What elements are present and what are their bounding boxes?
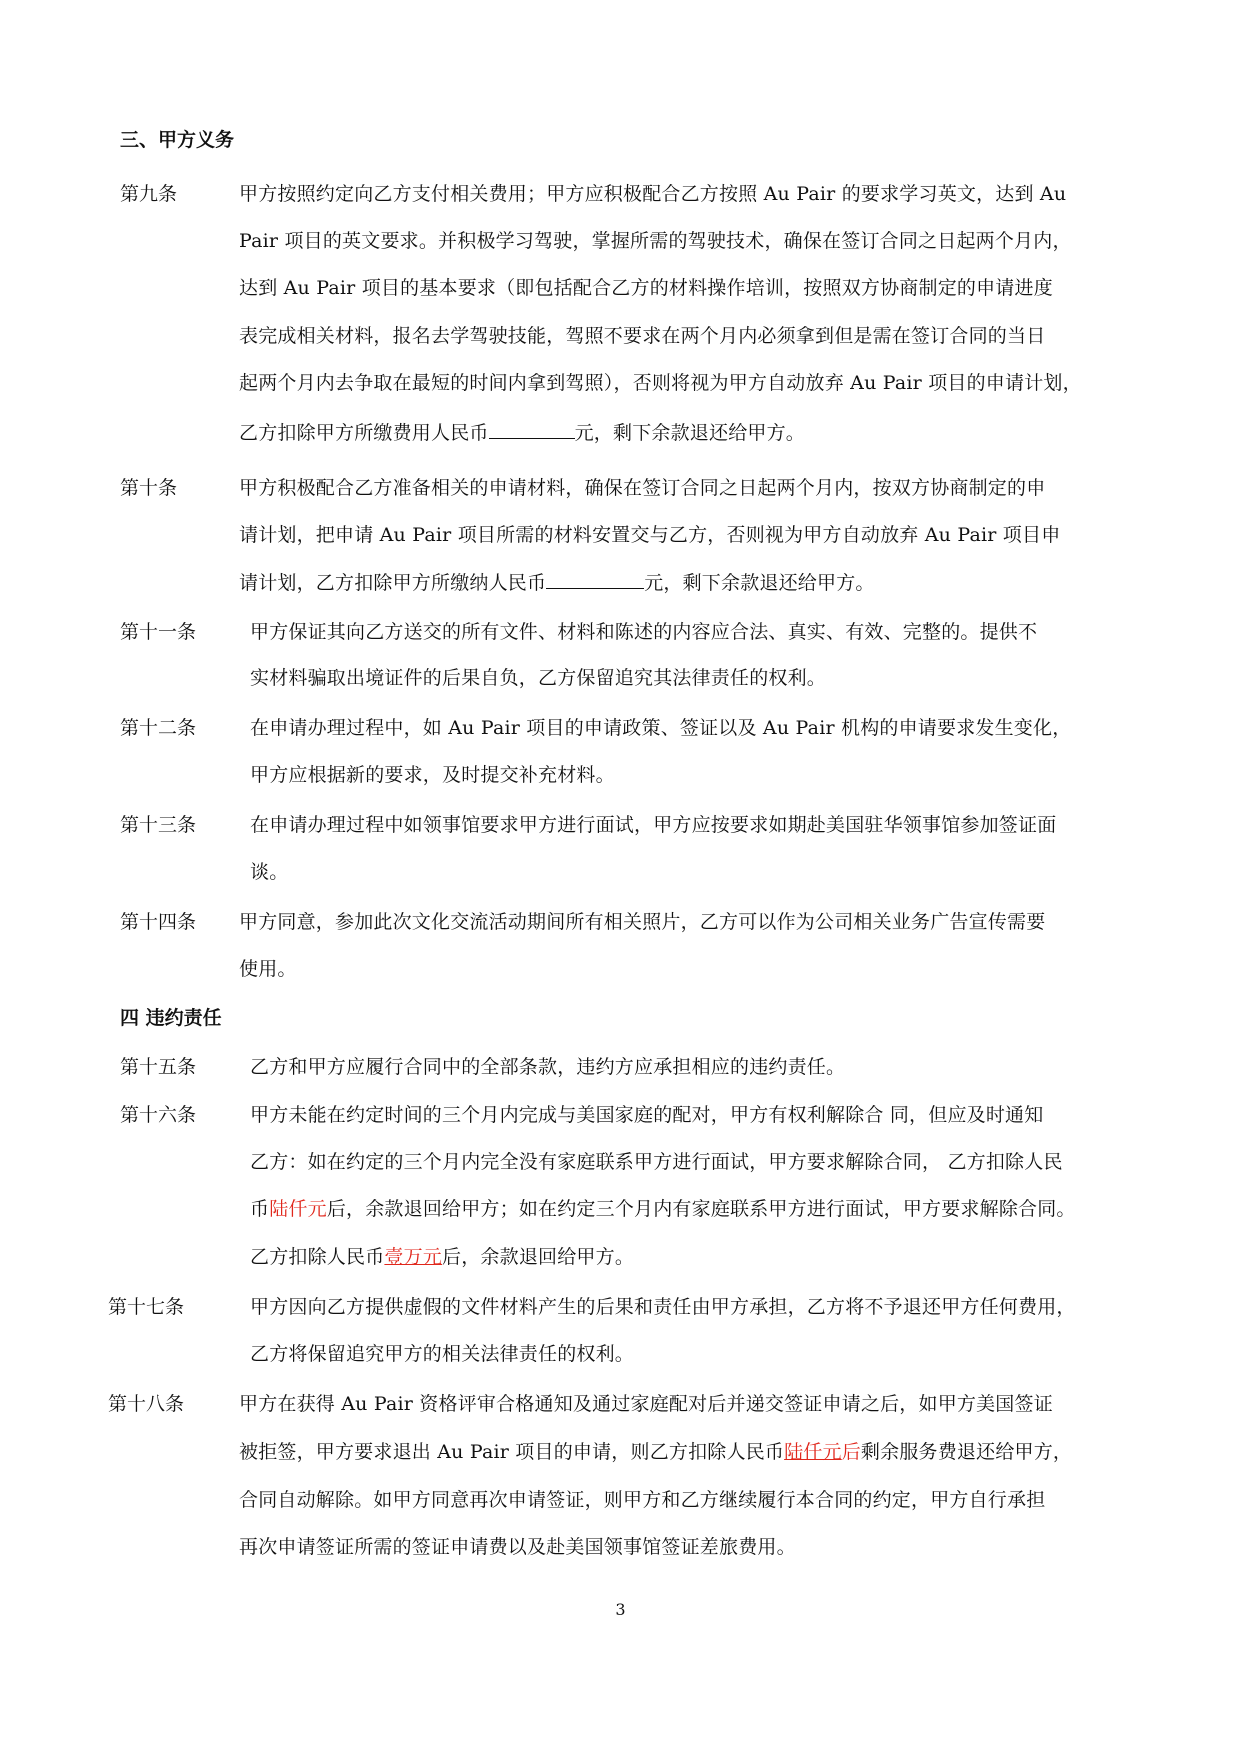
article-16-line-2: 乙方：如在约定的三个月内完全没有家庭联系甲方进行面试，甲方要求解除合同， 乙方扣除人民 — [250, 1151, 1063, 1173]
article-12-line-2: 甲方应根据新的要求，及时提交补充材料。 — [250, 764, 615, 786]
article-14-label: 第十四条 — [120, 911, 197, 933]
article-10-line-3-a: 请计划，乙方扣除甲方所缴纳人民币 — [239, 572, 547, 594]
article-10-line-2: 请计划，把申请 Au Pair 项目所需的材料安置交与乙方，否则视为甲方自动放弃 Au Pair 项目申 — [239, 524, 1061, 546]
article-13-line-1: 在申请办理过程中如领事馆要求甲方进行面试，甲方应按要求如期赴美国驻华领事馆参加签证面 — [250, 814, 1057, 836]
article-16-line-4-b: 后，余款退回给甲方。 — [442, 1246, 635, 1268]
article-17-line-1: 甲方因向乙方提供虚假的文件材料产生的后果和责任由甲方承担，乙方将不予退还甲方任何费用， — [250, 1296, 1076, 1318]
article-9-line-6-b: 元，剩下余款退还给甲方。 — [574, 422, 806, 444]
article-18-line-2-a: 被拒签，甲方要求退出 Au Pair 项目的申请，则乙方扣除人民币 — [239, 1441, 785, 1463]
article-18-label: 第十八条 — [108, 1393, 185, 1415]
article-9-line-4: 表完成相关材料，报名去学驾驶技能，驾照不要求在两个月内必须拿到但是需在签订合同的当日 — [239, 325, 1046, 347]
article-12-line-1: 在申请办理过程中，如 Au Pair 项目的申请政策、签证以及 Au Pair 机构的申请要求发生变化， — [250, 717, 1072, 739]
page-number: 3 — [615, 1600, 626, 1619]
article-16-line-4 — [250, 1245, 634, 1269]
article-11-line-2: 实材料骗取出境证件的后果自负，乙方保留追究其法律责任的权利。 — [250, 667, 827, 689]
article-18-line-4: 再次申请签证所需的签证申请费以及赴美国领事馆签证差旅费用。 — [239, 1536, 796, 1558]
amount-10000-red: 壹万元 — [384, 1246, 443, 1268]
article-10-line-3-b: 元，剩下余款退还给甲方。 — [644, 572, 875, 594]
article-12-label: 第十二条 — [120, 717, 197, 739]
article-16-line-3 — [250, 1197, 1076, 1221]
article-18-line-2 — [239, 1440, 1072, 1464]
article-9-line-1: 甲方按照约定向乙方支付相关费用；甲方应积极配合乙方按照 Au Pair 的要求学习英文，达到 Au — [239, 183, 1067, 205]
article-14-line-1: 甲方同意，参加此次文化交流活动期间所有相关照片，乙方可以作为公司相关业务广告宣传需要 — [239, 911, 1046, 933]
article-16-line-3-b: 后，余款退回给甲方；如在约定三个月内有家庭联系甲方进行面试，甲方要求解除合同。 — [326, 1198, 1076, 1220]
section-heading-obligations: 三、甲方义务 — [120, 129, 235, 151]
article-16-label: 第十六条 — [120, 1104, 197, 1126]
article-16-line-4-a: 乙方扣除人民币 — [250, 1246, 385, 1268]
article-17-line-2: 乙方将保留追究甲方的相关法律责任的权利。 — [250, 1343, 635, 1365]
article-9-line-6 — [239, 420, 805, 445]
article-9-line-2: Pair 项目的英文要求。并积极学习驾驶，掌握所需的驾驶技术，确保在签订合同之日起两个月内， — [239, 230, 1072, 252]
article-15-line-1: 乙方和甲方应履行合同中的全部条款，违约方应承担相应的违约责任。 — [250, 1056, 846, 1078]
article-11-label: 第十一条 — [120, 621, 197, 643]
article-18-line-2-b: 剩余服务费退还给甲方， — [860, 1441, 1073, 1463]
article-13-line-2: 谈。 — [250, 861, 289, 883]
amount-6000-red: 陆仟元 — [269, 1198, 327, 1220]
article-16-line-1: 甲方未能在约定时间的三个月内完成与美国家庭的配对，甲方有权利解除合 同，但应及时通知 — [250, 1104, 1044, 1126]
article-15-label: 第十五条 — [120, 1056, 197, 1078]
article-18-line-3: 合同自动解除。如甲方同意再次申请签证，则甲方和乙方继续履行本合同的约定，甲方自行承担 — [239, 1489, 1046, 1511]
article-10-label: 第十条 — [120, 477, 178, 499]
article-17-label: 第十七条 — [108, 1296, 185, 1318]
article-10-line-1: 甲方积极配合乙方准备相关的申请材料，确保在签订合同之日起两个月内，按双方协商制定的申 — [239, 477, 1046, 499]
amount-blank-1 — [489, 420, 575, 439]
article-14-line-2: 使用。 — [239, 958, 297, 980]
article-9-line-3: 达到 Au Pair 项目的基本要求（即包括配合乙方的材料操作培训，按照双方协商制定的申请进度 — [239, 277, 1053, 299]
article-9-label: 第九条 — [120, 183, 178, 205]
article-9-line-5: 起两个月内去争取在最短的时间内拿到驾照），否则将视为甲方自动放弃 Au Pair 项目的申请计划， — [239, 372, 1082, 394]
article-9-line-6-a: 乙方扣除甲方所缴费用人民币 — [239, 422, 489, 444]
article-10-line-3 — [239, 570, 875, 595]
amount-blank-2 — [546, 570, 644, 589]
article-18-line-1: 甲方在获得 Au Pair 资格评审合格通知及通过家庭配对后并递交签证申请之后，如甲方美国签证 — [239, 1393, 1053, 1415]
article-13-label: 第十三条 — [120, 814, 197, 836]
section-heading-liability: 四 违约责任 — [120, 1007, 222, 1029]
amount-6000-red-underlined: 陆仟元 — [784, 1441, 842, 1463]
article-16-line-3-a: 币 — [250, 1198, 270, 1220]
article-11-line-1: 甲方保证其向乙方送交的所有文件、材料和陈述的内容应合法、真实、有效、完整的。提供不 — [250, 621, 1038, 643]
after-red-text: 后 — [841, 1441, 861, 1463]
